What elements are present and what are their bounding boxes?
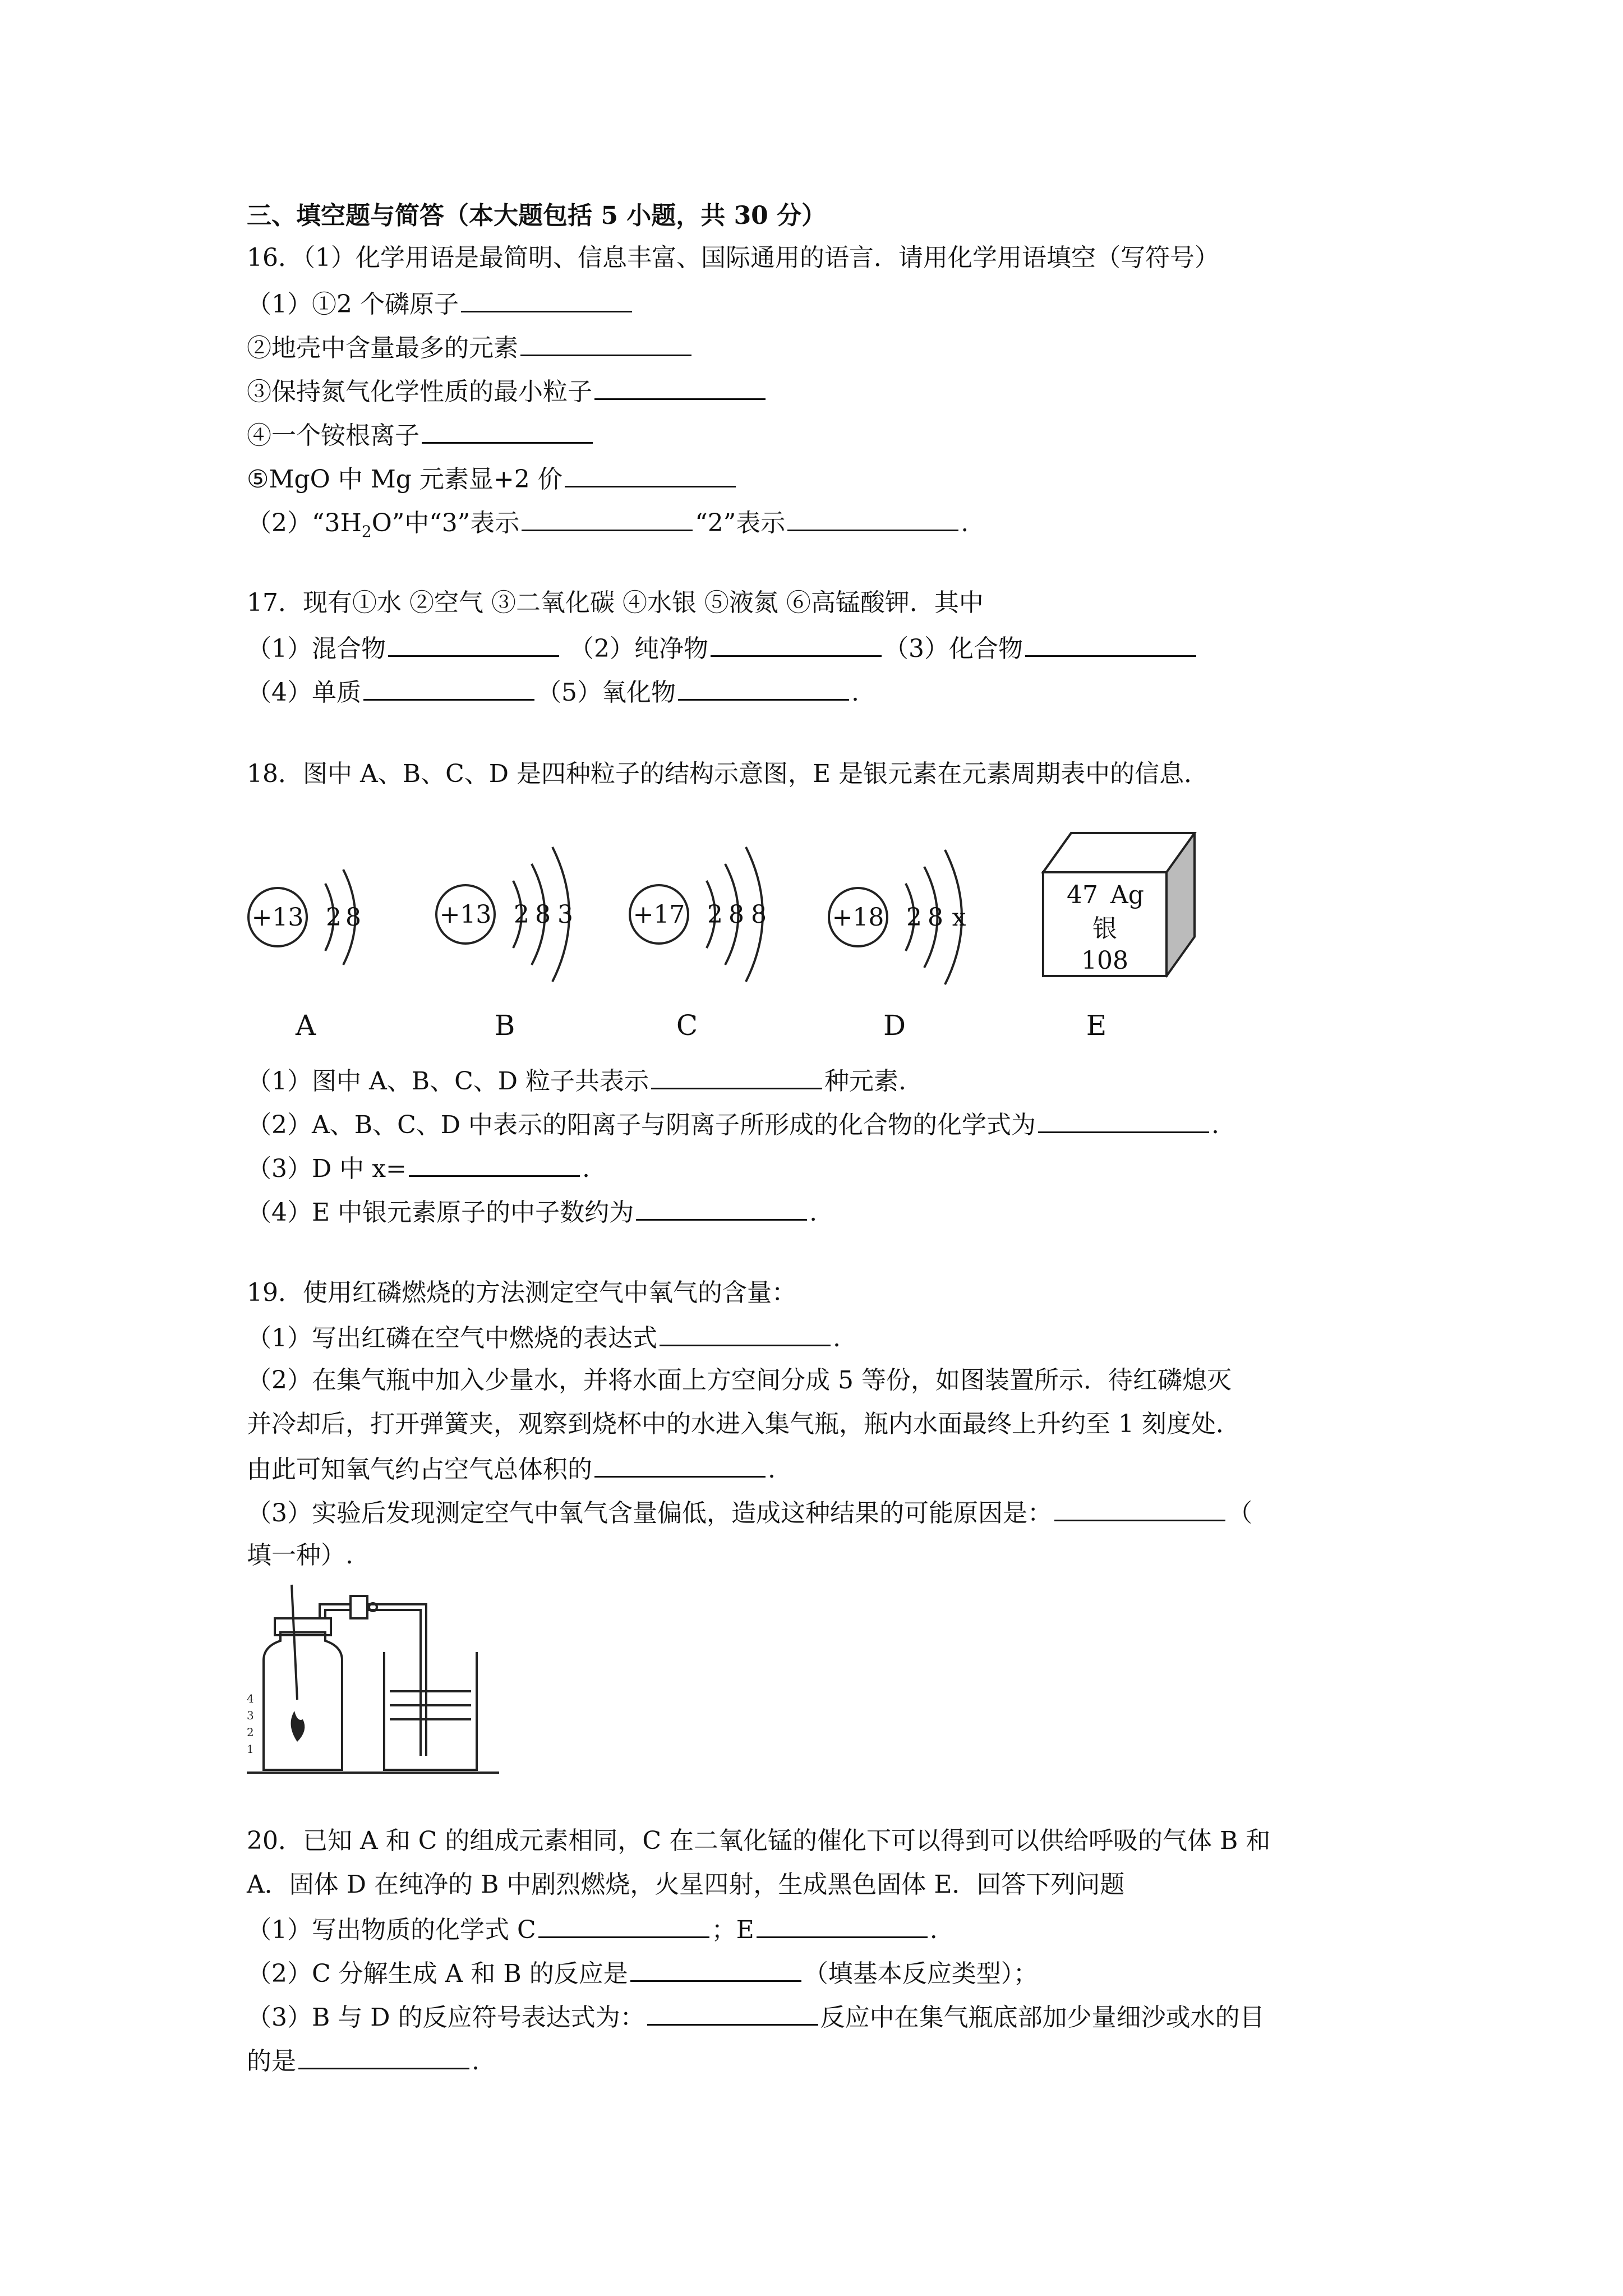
answer-blank[interactable]	[565, 461, 736, 487]
scale-1: 1	[247, 1742, 254, 1756]
q17-mixture-label: （1）混合物	[247, 634, 386, 663]
q19-item-2-line-2: 并冷却后，打开弹簧夹，观察到烧杯中的水进入集气瓶，瓶内水面最终上升约至 1 刻度处．	[247, 1410, 1241, 1438]
q17-end: .	[851, 678, 859, 707]
answer-blank[interactable]	[594, 1451, 766, 1478]
answer-blank[interactable]	[522, 505, 693, 531]
answer-blank[interactable]	[422, 417, 593, 444]
answer-blank[interactable]	[298, 2043, 469, 2069]
red-phosphorus-apparatus	[241, 1579, 505, 1787]
q16-intro: 16．（1）化学用语是最简明、信息丰富、国际通用的语言．请用化学用语填空（写符号）	[247, 243, 1219, 272]
q18-item-3-text: （3）D 中 x=	[247, 1154, 407, 1183]
q18-item-4	[247, 1194, 817, 1230]
q16-item-5-text: ⑤MgO 中 Mg 元素显+2 价	[247, 465, 562, 494]
b-shell-1: 2	[514, 900, 529, 929]
q16-part2-text-b: O”中“3”表示	[371, 509, 520, 537]
q18-item-1-end: 种元素.	[824, 1067, 907, 1096]
answer-blank[interactable]	[363, 674, 534, 701]
q19-item-1-end: .	[833, 1324, 841, 1352]
q20-line-1: 20．已知 A 和 C 的组成元素相同，C 在二氧化锰的催化下可以得到可以供给呼吸的气体 B 和	[247, 1826, 1271, 1855]
q16-item-2	[247, 330, 694, 365]
q17-intro: 17．现有①水 ②空气 ③二氧化碳 ④水银 ⑤液氮 ⑥高锰酸钾．其中	[247, 588, 984, 617]
q17-oxide-label: （5）氧化物	[537, 678, 676, 707]
d-shell-1: 2	[906, 903, 922, 932]
q20-item-3-line-1	[247, 1999, 1265, 2035]
q20-item-3-text-b: 反应中在集气瓶底部加少量细沙或水的目	[820, 2003, 1265, 2032]
q18-item-4-text: （4）E 中银元素原子的中子数约为	[247, 1198, 634, 1227]
answer-blank[interactable]	[711, 631, 882, 657]
c-nucleus: +17	[633, 900, 685, 929]
q19-item-3-paren: （	[1228, 1499, 1252, 1527]
atomic-structure-diagrams	[241, 816, 1228, 1052]
label-d: D	[883, 1009, 906, 1042]
q16-part-2	[247, 505, 969, 549]
answer-blank[interactable]	[1038, 1107, 1209, 1133]
q20-item-1	[247, 1912, 938, 1947]
q20-item-1-text: （1）写出物质的化学式 C	[247, 1916, 536, 1944]
q19-item-2-line-3	[247, 1451, 776, 1487]
q19-item-2-end: .	[768, 1455, 776, 1484]
a-shell-2: 8	[345, 903, 361, 932]
q18-item-4-end: .	[809, 1198, 818, 1227]
a-shell-1: 2	[326, 903, 342, 932]
q16-item-4-text: ④一个铵根离子	[247, 421, 419, 450]
q16-part2-text-c: “2”表示	[695, 509, 786, 537]
label-e: E	[1086, 1009, 1107, 1042]
q19-intro: 19．使用红磷燃烧的方法测定空气中氧气的含量：	[247, 1278, 796, 1307]
b-shell-3: 3	[557, 900, 573, 929]
b-nucleus: +13	[439, 900, 492, 929]
b-shell-2: 8	[535, 900, 551, 929]
c-shell-2: 8	[728, 900, 744, 929]
a-nucleus: +13	[251, 903, 304, 932]
q20-item-2-text: （2）C 分解生成 A 和 B 的反应是	[247, 1959, 628, 1988]
q16-item-4	[247, 417, 595, 453]
q18-item-1	[247, 1063, 906, 1098]
label-a: A	[295, 1009, 316, 1042]
q18-item-2-end: .	[1211, 1111, 1220, 1139]
q20-item-2-end: （填基本反应类型）；	[803, 1959, 1038, 1988]
answer-blank[interactable]	[1054, 1495, 1225, 1521]
q16-item-5	[247, 461, 738, 496]
answer-blank[interactable]	[647, 1999, 818, 2026]
q18-item-3-end: .	[582, 1154, 590, 1183]
scale-4: 4	[247, 1692, 254, 1705]
q18-item-2	[247, 1107, 1219, 1142]
q19-item-3-line-1	[247, 1495, 1252, 1530]
q17-element-label: （4）单质	[247, 678, 361, 707]
d-shell-2: 8	[928, 903, 943, 932]
q16-part2-subscript: 2	[361, 522, 372, 541]
answer-blank[interactable]	[757, 1912, 928, 1938]
q19-item-3-text: （3）实验后发现测定空气中氧气含量偏低，造成这种结果的可能原因是：	[247, 1499, 1052, 1527]
c-shell-3: 8	[751, 900, 767, 929]
q19-item-1	[247, 1320, 841, 1355]
answer-blank[interactable]	[388, 631, 559, 657]
silver-symbol: Ag	[1110, 881, 1144, 909]
q20-item-2	[247, 1955, 1038, 1991]
answer-blank[interactable]	[1025, 631, 1196, 657]
q18-item-3	[247, 1151, 590, 1186]
answer-blank[interactable]	[409, 1151, 580, 1177]
q18-item-2-text: （2）A、B、C、D 中表示的阳离子与阴离子所形成的化合物的化学式为	[247, 1111, 1036, 1139]
q20-item-3-text-c: 的是	[247, 2047, 296, 2076]
q16-part2-text-a: （2）“3H	[247, 509, 362, 537]
label-b: B	[494, 1009, 515, 1042]
q17-row-1	[247, 631, 1198, 666]
c-shell-1: 2	[707, 900, 723, 929]
q19-item-2-line-1: （2）在集气瓶中加入少量水，并将水面上方空间分成 5 等份，如图装置所示．待红磷熄灭	[247, 1366, 1232, 1395]
q20-item-1-e: ；E	[711, 1916, 754, 1944]
answer-blank[interactable]	[630, 1955, 801, 1982]
label-c: C	[676, 1009, 698, 1042]
q16-part2-end: .	[961, 509, 969, 537]
q19-item-2-line-3-text: 由此可知氧气约占空气总体积的	[247, 1455, 592, 1484]
q16-item-1	[247, 286, 634, 321]
q16-item-1-text: （1）①2 个磷原子	[247, 290, 459, 319]
answer-blank[interactable]	[594, 374, 766, 400]
q17-row-2	[247, 674, 859, 710]
silver-atomic-mass: 108	[1081, 946, 1128, 975]
q16-item-3-text: ③保持氮气化学性质的最小粒子	[247, 378, 592, 406]
answer-blank[interactable]	[678, 674, 849, 701]
q19-item-3-line-2: 填一种）.	[247, 1541, 353, 1570]
q20-line-2: A．固体 D 在纯净的 B 中剧烈燃烧，火星四射，生成黑色固体 E．回答下列问题	[247, 1870, 1125, 1899]
d-shell-3: x	[952, 903, 966, 932]
q20-item-3-line-2	[247, 2043, 479, 2078]
q18-intro: 18．图中 A、B、C、D 是四种粒子的结构示意图，E 是银元素在元素周期表中的信息．	[247, 760, 1209, 788]
q16-item-2-text: ②地壳中含量最多的元素	[247, 334, 518, 362]
q16-item-3	[247, 374, 768, 409]
silver-name: 银	[1092, 914, 1117, 943]
q20-item-3-end: .	[472, 2047, 479, 2076]
answer-blank[interactable]	[461, 286, 632, 312]
answer-blank[interactable]	[520, 330, 691, 356]
silver-atomic-number: 47	[1067, 881, 1098, 909]
answer-blank[interactable]	[538, 1912, 709, 1938]
q20-item-3-text: （3）B 与 D 的反应符号表达式为：	[247, 2003, 645, 2032]
d-nucleus: +18	[832, 903, 884, 932]
flame-icon	[291, 1711, 305, 1742]
q19-item-1-text: （1）写出红磷在空气中燃烧的表达式	[247, 1324, 657, 1352]
scale-2: 2	[247, 1726, 254, 1739]
answer-blank[interactable]	[651, 1063, 822, 1089]
section-title: 三、填空题与简答（本大题包括 5 小题，共 30 分）	[247, 201, 827, 230]
answer-blank[interactable]	[636, 1194, 807, 1221]
q20-item-1-end: .	[929, 1916, 938, 1944]
q17-compound-label: （3）化合物	[884, 634, 1023, 663]
q17-pure-label: （2）纯净物	[569, 634, 708, 663]
answer-blank[interactable]	[660, 1320, 831, 1346]
q18-item-1-text: （1）图中 A、B、C、D 粒子共表示	[247, 1067, 649, 1096]
scale-3: 3	[247, 1709, 254, 1722]
answer-blank[interactable]	[787, 505, 958, 531]
